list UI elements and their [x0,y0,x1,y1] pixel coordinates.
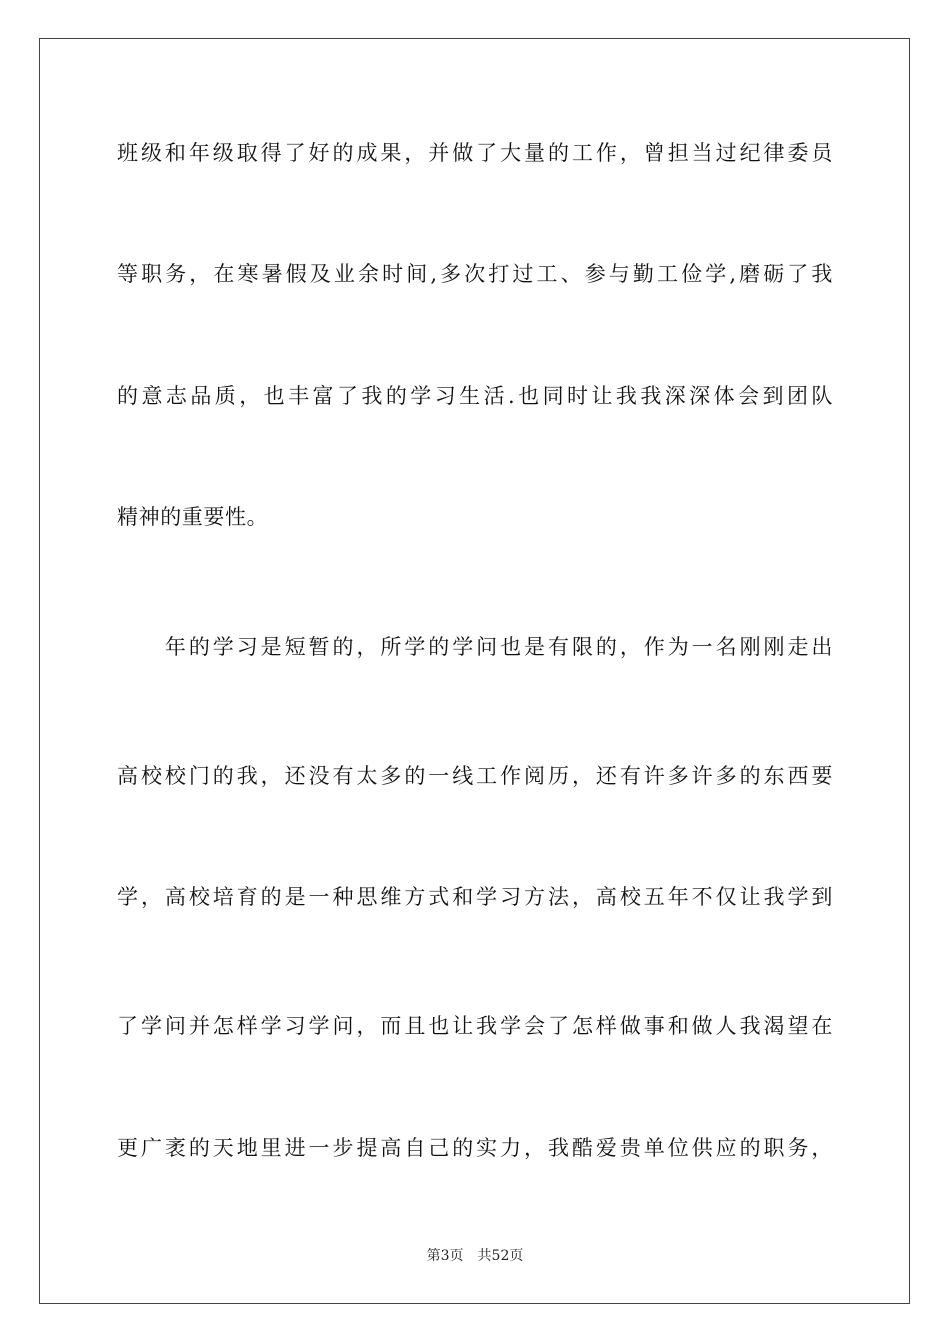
body-line-5: 年的学习是短暂的，所学的学问也是有限的，作为一名刚刚走出 [117,635,833,659]
page-number-footer: 第3页 共52页 [426,1248,524,1264]
body-line-8: 了学问并怎样学习学问，而且也让我学会了怎样做事和做人我渴望在 [117,1014,833,1038]
body-line-9: 更广袤的天地里进一步提高自己的实力，我酷爱贵单位供应的职务， [117,1136,833,1160]
body-line-6: 高校校门的我，还没有太多的一线工作阅历，还有许多许多的东西要 [117,764,833,788]
page-border [39,38,910,1304]
body-line-2: 等职务，在寒暑假及业余时间,多次打过工、参与勤工俭学,磨砺了我 [117,262,833,286]
body-line-1: 班级和年级取得了好的成果，并做了大量的工作，曾担当过纪律委员 [117,141,833,165]
body-line-4: 精神的重要性。 [117,505,269,529]
body-line-7: 学，高校培育的是一种思维方式和学习方法，高校五年不仅让我学到 [117,885,833,909]
body-line-3: 的意志品质，也丰富了我的学习生活.也同时让我我深深体会到团队 [117,384,833,408]
